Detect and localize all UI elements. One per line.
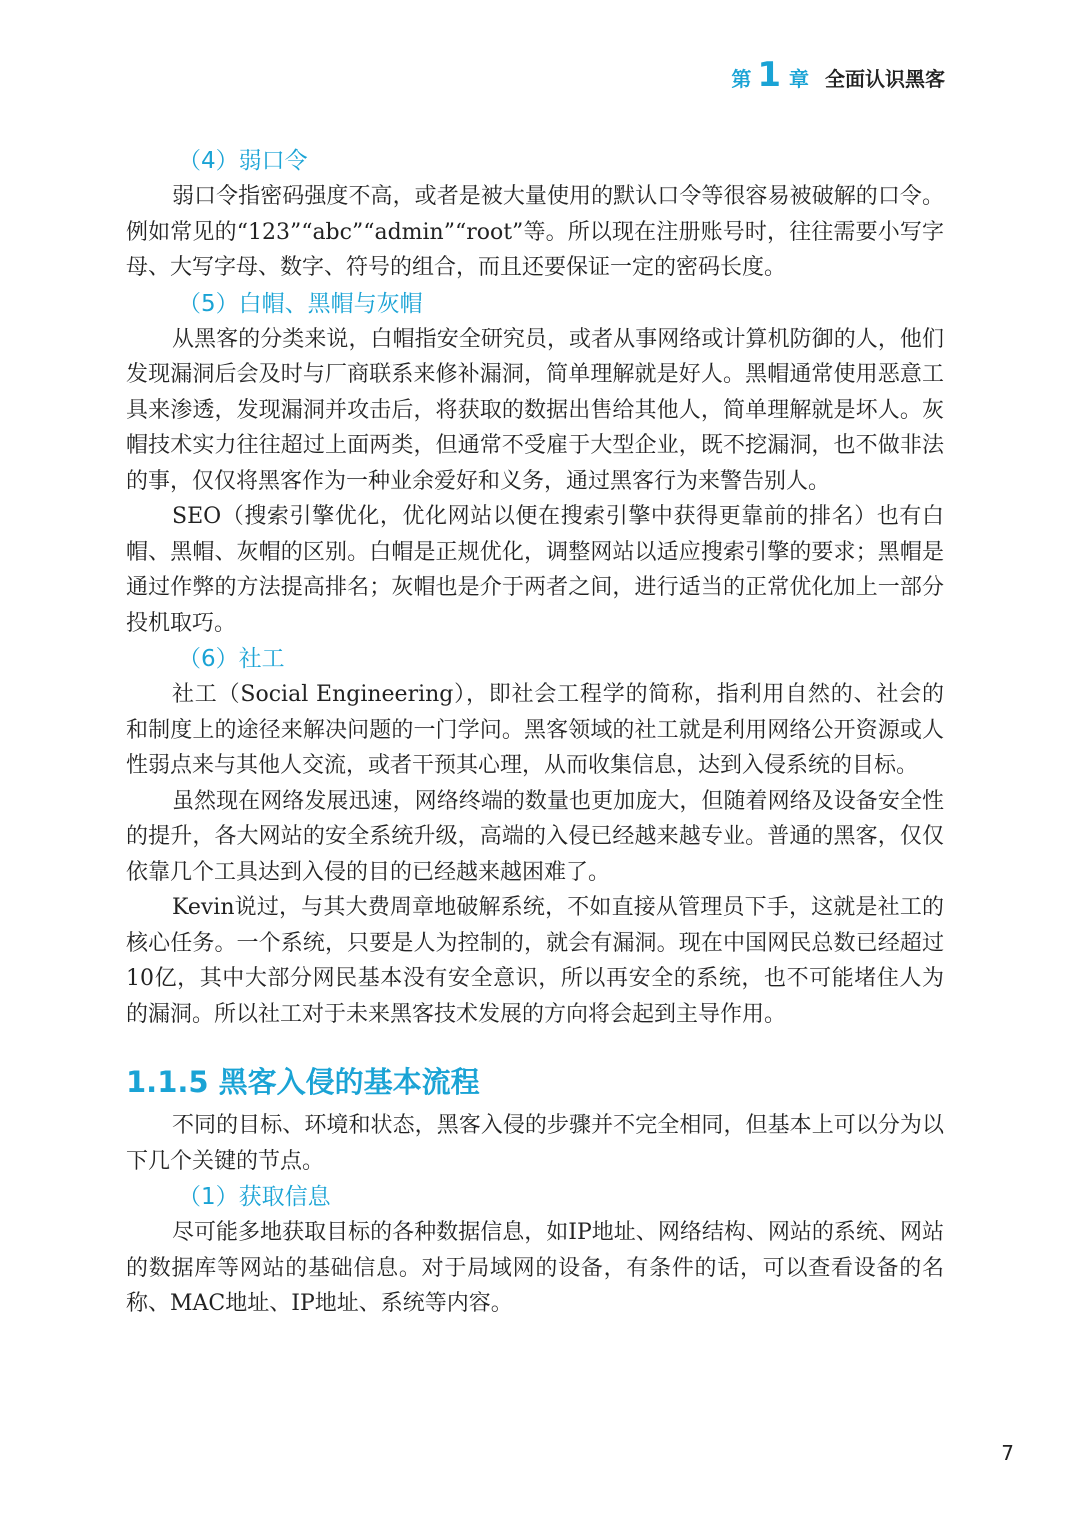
paragraph-weak-password: 弱口令指密码强度不高，或者是被大量使用的默认口令等很容易被破解的口令。例如常见的“123”“abc”“admin”“root”等。所以现在注册账号时，往往需要小写字母、大写字母、数字、符号的组合，而且还要保证一定的密码长度。 (126, 184, 944, 280)
running-header (731, 55, 945, 95)
subheading-gather-info: （1）获取信息 (178, 1184, 331, 1210)
subheading-hats: （5）白帽、黑帽与灰帽 (178, 290, 423, 317)
paragraph-social-engineering-definition: 社工（Social Engineering），即社会工程学的简称，指利用自然的、社会的和制度上的途径来解决问题的一门学问。黑客领域的社工就是利用网络公开资源或人性弱点来与其他人交流，或者干预其心理，从而收集信息，达到入侵系统的目标。 (126, 682, 944, 778)
subheading-social-engineering: （6）社工 (178, 646, 285, 672)
page-body (126, 143, 944, 1322)
paragraph-hats-classification: 从黑客的分类来说，白帽指安全研究员，或者从事网络或计算机防御的人，他们发现漏洞后会及时与厂商联系来修补漏洞，简单理解就是好人。黑帽通常使用恶意工具来渗透，发现漏洞并攻击后，将获取的数据出售给其他人，简单理解就是坏人。灰帽技术实力往往超过上面两类，但通常不受雇于大型企业，既不挖漏洞，也不做非法的事，仅仅将黑客作为一种业余爱好和义务，通过黑客行为来警告别人。 (126, 326, 944, 494)
paragraph-intrusion-intro: 不同的目标、环境和状态，黑客入侵的步骤并不完全相同，但基本上可以分为以下几个关键的节点。 (126, 1113, 944, 1174)
paragraph-kevin-quote: Kevin说过，与其大费周章地破解系统，不如直接从管理员下手，这就是社工的核心任务。一个系统，只要是人为控制的，就会有漏洞。现在中国网民总数已经超过10亿，其中大部分网民基本没有安全意识，所以再安全的系统，也不可能堵住人为的漏洞。所以社工对于未来黑客技术发展的方向将会起到主导作用。 (126, 895, 944, 1027)
paragraph-seo-hats: SEO（搜索引擎优化，优化网站以便在搜索引擎中获得更靠前的排名）也有白帽、黑帽、灰帽的区别。白帽是正规优化，调整网站以适应搜索引擎的要求；黑帽是通过作弊的方法提高排名；灰帽也是介于两者之间，进行适当的正常优化加上一部分投机取巧。 (126, 504, 944, 636)
chapter-title: 全面认识黑客 (825, 67, 945, 91)
chapter-suffix: 章 (789, 67, 809, 91)
paragraph-network-security: 虽然现在网络发展迅速，网络终端的数量也更加庞大，但随着网络及设备安全性的提升，各大网站的安全系统升级，高端的入侵已经越来越专业。普通的黑客，仅仅依靠几个工具达到入侵的目的已经越来越困难了。 (126, 788, 944, 885)
section-heading-intrusion-process: 1.1.5 黑客入侵的基本流程 (126, 1065, 480, 1099)
paragraph-gather-info: 尽可能多地获取目标的各种数据信息，如IP地址、网络结构、网站的系统、网站的数据库等网站的基础信息。对于局域网的设备，有条件的话，可以查看设备的名称、MAC地址、IP地址、系统等内容。 (126, 1220, 944, 1316)
subheading-weak-password: （4）弱口令 (178, 148, 308, 174)
chapter-prefix: 第 (731, 67, 752, 91)
chapter-number: 1 (757, 55, 781, 95)
page-number: 7 (1001, 1441, 1014, 1465)
